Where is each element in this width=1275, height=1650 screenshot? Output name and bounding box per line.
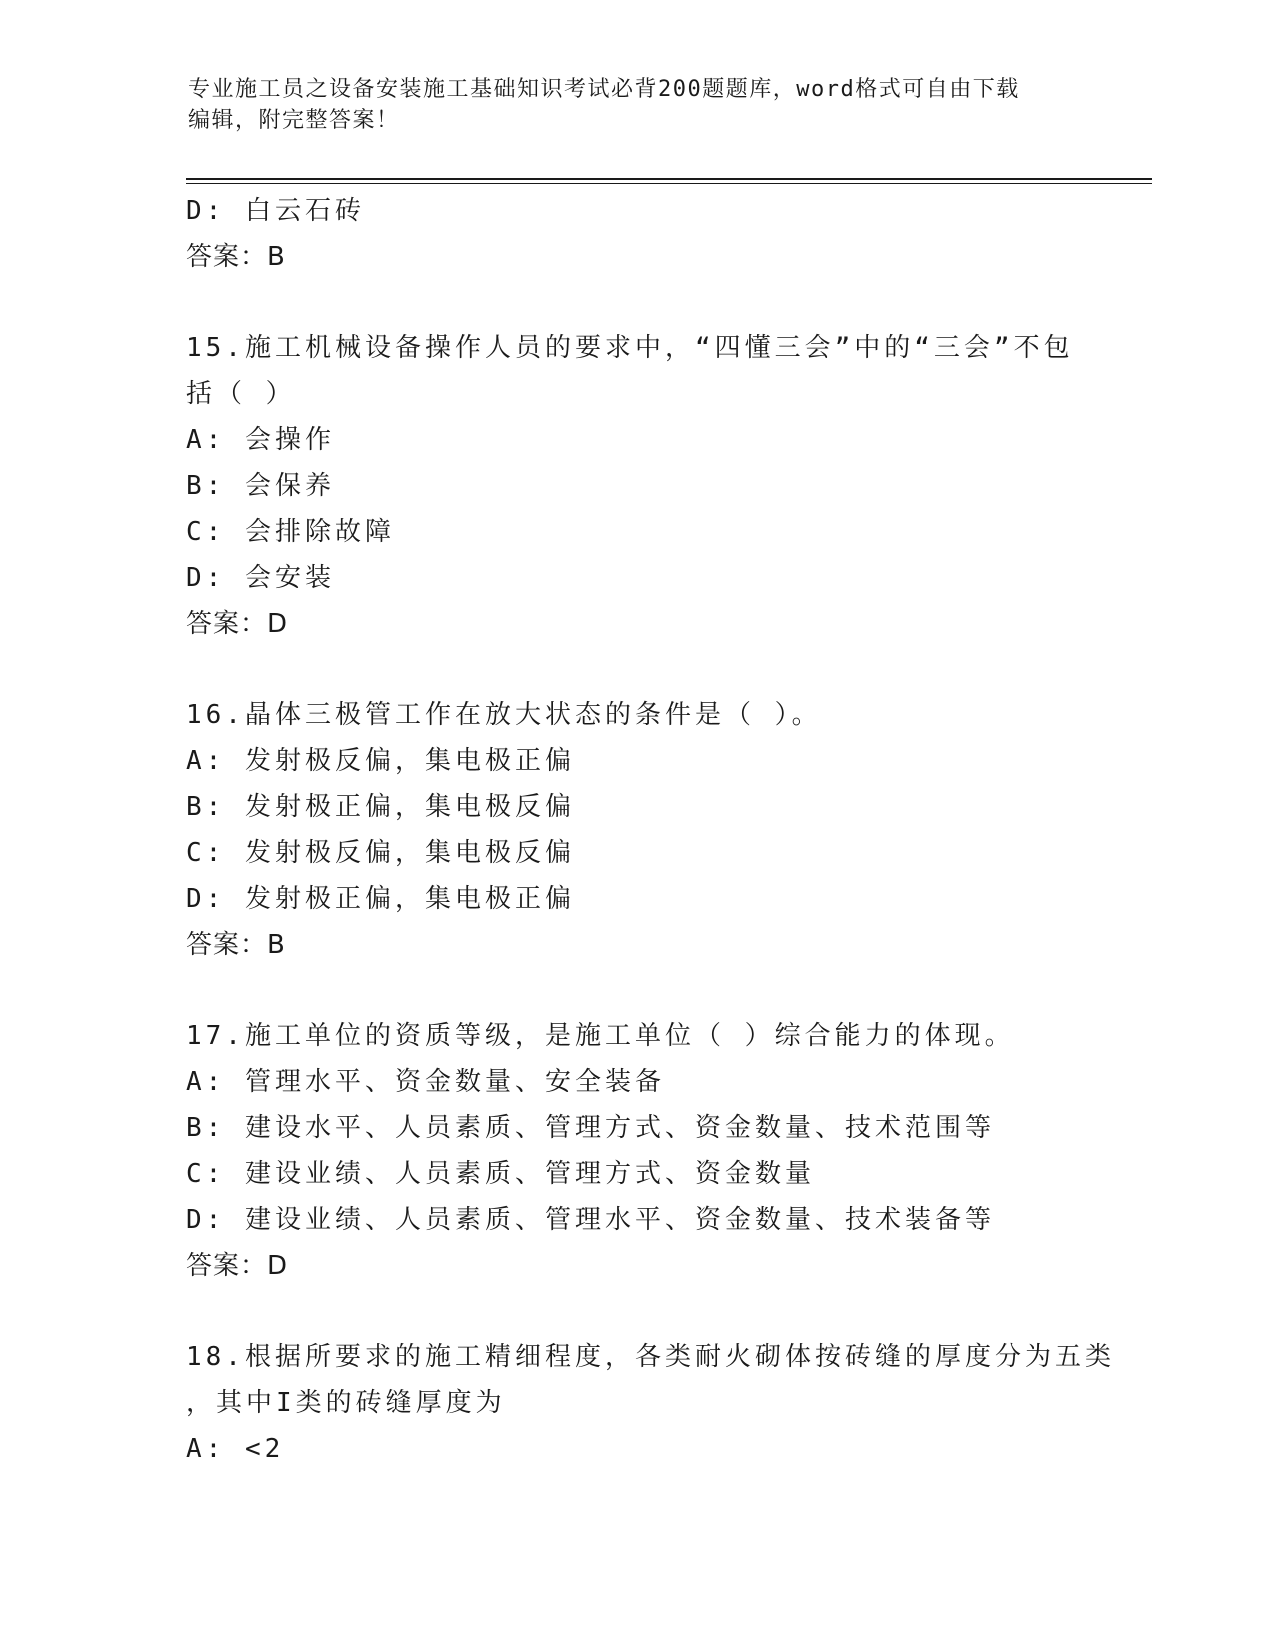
document-header	[188, 74, 1068, 136]
option-a: A: 发射极反偏，集电极正偏	[186, 746, 575, 776]
option-b: B: 发射极正偏，集电极反偏	[186, 792, 575, 822]
answer: 答案：B	[186, 242, 286, 272]
header-line-1: 专业施工员之设备安装施工基础知识考试必背200题题库，word格式可自由下载	[188, 77, 1020, 102]
option-d: D: 会安装	[186, 563, 335, 593]
answer: 答案：D	[186, 609, 289, 639]
option-c: C: 发射极反偏，集电极反偏	[186, 838, 575, 868]
option-b: B: 建设水平、人员素质、管理方式、资金数量、技术范围等	[186, 1113, 995, 1143]
question-15	[186, 325, 1086, 647]
header-rule-thin	[186, 183, 1152, 184]
answer: 答案：D	[186, 1251, 289, 1281]
option-c: C: 会排除故障	[186, 517, 395, 547]
option-d: D: 建设业绩、人员素质、管理水平、资金数量、技术装备等	[186, 1205, 995, 1235]
option-d: D: 白云石砖	[186, 196, 365, 226]
option-a: A: 管理水平、资金数量、安全装备	[186, 1067, 665, 1097]
option-b: B: 会保养	[186, 471, 335, 501]
question-16	[186, 692, 1086, 968]
option-c: C: 建设业绩、人员素质、管理方式、资金数量	[186, 1159, 815, 1189]
question-stem: 17.施工单位的资质等级，是施工单位（ ）综合能力的体现。	[186, 1021, 1015, 1051]
question-stem-continued: ，其中I类的砖缝厚度为	[186, 1388, 506, 1418]
question-stem: 15.施工机械设备操作人员的要求中，“四懂三会”中的“三会”不包	[186, 333, 1074, 363]
header-line-2: 编辑，附完整答案！	[188, 108, 400, 133]
question-stem: 16.晶体三极管工作在放大状态的条件是（ ）。	[186, 700, 822, 730]
question-14-tail	[186, 188, 1086, 280]
option-d: D: 发射极正偏，集电极正偏	[186, 884, 575, 914]
question-list	[186, 188, 1115, 1472]
question-stem-continued: 括（ ）	[186, 379, 296, 409]
header-rule-thick	[186, 178, 1152, 180]
answer: 答案：B	[186, 930, 286, 960]
option-a: A: <2	[186, 1434, 285, 1464]
question-17	[186, 1013, 1086, 1289]
question-stem: 18.根据所要求的施工精细程度，各类耐火砌体按砖缝的厚度分为五类	[186, 1342, 1115, 1372]
question-18	[186, 1334, 1115, 1472]
option-a: A: 会操作	[186, 425, 335, 455]
